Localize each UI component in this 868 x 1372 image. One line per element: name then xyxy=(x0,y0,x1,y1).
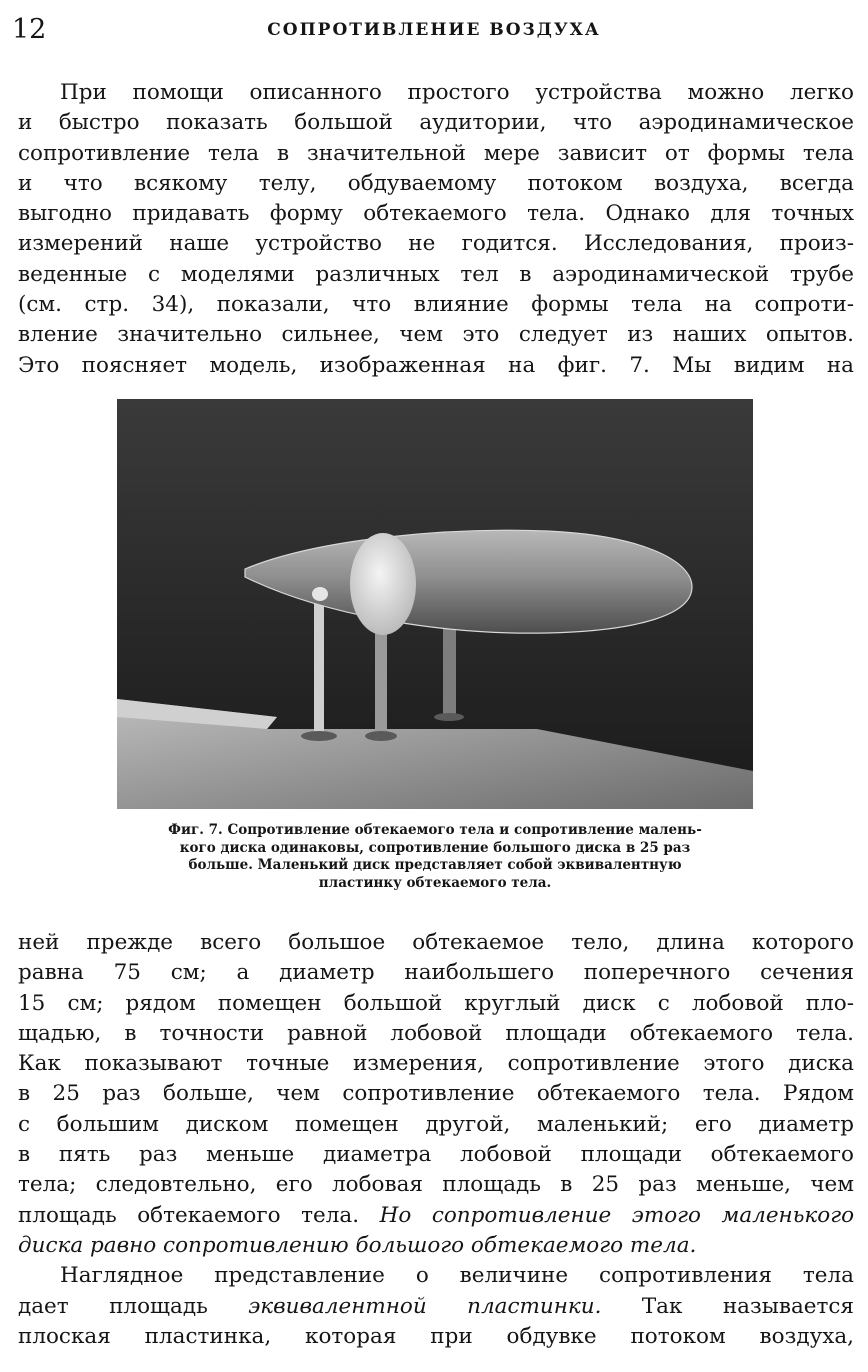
paragraph-2 xyxy=(18,928,854,1352)
italic-text: Но сопротивление этого маленького xyxy=(379,1202,854,1228)
text-line: (см. стр. 34), показали, что влияние формы тела на сопроти- xyxy=(18,292,854,318)
paragraph-1 xyxy=(18,78,854,381)
text-line: При помощи описанного простого устройства можно легко xyxy=(60,80,854,105)
small-disk xyxy=(312,587,328,601)
text-line: в пять раз меньше диаметра лобовой площади обтекаемого xyxy=(18,1142,854,1168)
text-line: 15 см; рядом помещен большой круглый диск с лобовой пло- xyxy=(18,990,854,1016)
streamlined-body-illustration xyxy=(117,399,753,809)
text-line: сопротивление тела в значительной мере зависит от формы тела xyxy=(18,140,854,166)
text-line: в 25 раз больше, чем сопротивление обтекаемого тела. Рядом xyxy=(18,1081,854,1107)
text-line: щадью, в точности равной лобовой площади обтекаемого тела. xyxy=(18,1020,854,1046)
caption-line: больше. Маленький диск представляет собой эквивалентную xyxy=(188,857,682,873)
stand-base xyxy=(434,713,464,721)
plain-text: дает площадь xyxy=(18,1293,208,1319)
large-disk xyxy=(350,533,416,635)
text-line: Как показывают точные измерения, сопротивление этого диска xyxy=(18,1051,854,1077)
text-line: ней прежде всего большое обтекаемое тело, длина которого xyxy=(18,930,854,955)
figure-7-photo xyxy=(117,399,753,809)
caption-line: пластинку обтекаемого тела. xyxy=(318,874,552,891)
text-line-mixed xyxy=(18,1292,854,1322)
text-line: Это поясняет модель, изображенная на фиг. 7. Мы видим на xyxy=(18,352,854,378)
stand-base xyxy=(365,731,397,741)
text-line: тела; следовтельно, его лобовая площадь в 25 раз меньше, чем xyxy=(18,1172,854,1198)
middle-stand xyxy=(375,624,387,734)
caption-line: Фиг. 7. Сопротивление обтекаемого тела и сопротивление малень- xyxy=(168,822,702,838)
text-line xyxy=(18,1231,854,1261)
italic-text: эквивалентной пластинки. xyxy=(248,1293,602,1319)
plain-text: Так называется xyxy=(641,1293,854,1319)
caption-line: кого диска одинаковы, сопротивление большого диска в 25 раз xyxy=(179,839,691,856)
text-line: с большим диском помещен другой, маленький; его диаметр xyxy=(18,1111,854,1137)
running-title: СОПРОТИВЛЕНИЕ ВОЗДУХА xyxy=(267,20,601,40)
text-line: выгодно придавать форму обтекаемого тела. Однако для точных xyxy=(18,201,854,227)
stand-base xyxy=(301,731,337,741)
text-line: измерений наше устройство не годится. Исследования, произ- xyxy=(18,231,854,257)
text-line-mixed xyxy=(18,1201,854,1231)
plain-text: площадь обтекаемого тела. xyxy=(18,1202,360,1228)
text-line: равна 75 см; а диаметр наибольшего поперечного сечения xyxy=(18,960,854,986)
text-line: веденные с моделями различных тел в аэродинамической трубе xyxy=(18,261,854,287)
text-line: вление значительно сильнее, чем это следует из наших опытов. xyxy=(18,322,854,348)
text-line: и быстро показать большой аудитории, что аэродинамическое xyxy=(18,110,854,136)
rear-stand xyxy=(314,594,324,732)
text-line: плоская пластинка, которая при обдувке потоком воздуха, xyxy=(18,1323,854,1349)
text-line: Наглядное представление о величине сопротивления тела xyxy=(60,1263,854,1289)
text-line: и что всякому телу, обдуваемому потоком воздуха, всегда xyxy=(18,170,854,196)
italic-text: диска равно сопротивлению большого обтекаемого тела. xyxy=(18,1232,697,1258)
figure-caption xyxy=(117,822,753,892)
front-stand xyxy=(443,624,456,716)
page-number: 12 xyxy=(12,14,47,45)
